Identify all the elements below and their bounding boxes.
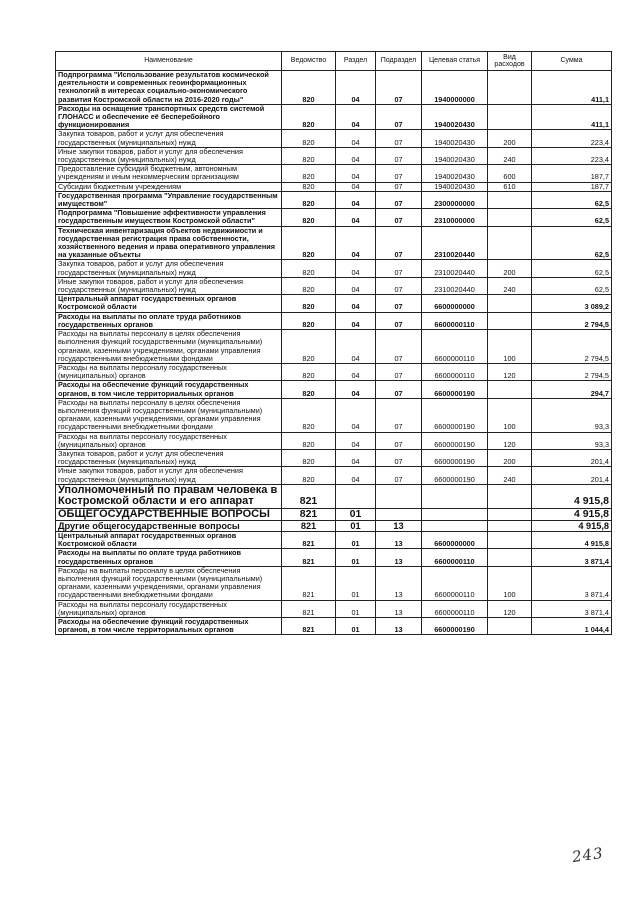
cell-sum: 4 915,8 [532,531,612,548]
cell-exptype: 240 [488,467,532,484]
cell-section: 04 [336,104,376,130]
table-row [56,277,612,294]
cell-target: 1940000000 [422,71,488,105]
cell-target: 2310020440 [422,277,488,294]
table-row [56,330,612,364]
cell-dept: 820 [282,226,336,260]
cell-exptype [488,508,532,520]
table-row [56,531,612,548]
cell-subsection: 13 [376,566,422,600]
cell-exptype [488,618,532,635]
cell-section: 04 [336,260,376,277]
cell-section: 04 [336,295,376,312]
cell-section: 01 [336,531,376,548]
cell-subsection: 13 [376,520,422,531]
cell-name: Расходы на выплаты персоналу в целях обеспечения выполнения функций государственными (муниципальными) органами, казенными учреждениями, органами управления государственными внебюджетными фондами [56,398,282,432]
cell-name: Расходы на обеспечение функций государственных органов, в том числе территориальных органов [56,381,282,398]
cell-section: 01 [336,618,376,635]
cell-exptype [488,104,532,130]
table-row [56,165,612,182]
cell-target: 6600000110 [422,549,488,566]
cell-exptype: 120 [488,432,532,449]
cell-exptype [488,191,532,208]
cell-section: 04 [336,147,376,164]
cell-section: 04 [336,312,376,329]
header-subsection: Подраздел [376,52,422,71]
cell-subsection: 07 [376,104,422,130]
cell-section: 04 [336,432,376,449]
cell-dept: 820 [282,398,336,432]
cell-exptype: 120 [488,600,532,617]
cell-target: 6600000190 [422,618,488,635]
cell-exptype [488,209,532,226]
header-name: Наименование [56,52,282,71]
cell-name: Закупка товаров, работ и услуг для обеспечения государственных (муниципальных) нужд [56,260,282,277]
table-row [56,432,612,449]
cell-exptype: 200 [488,449,532,466]
cell-target: 2310000000 [422,209,488,226]
cell-subsection: 07 [376,182,422,191]
cell-exptype: 200 [488,130,532,147]
header-section: Раздел [336,52,376,71]
cell-dept: 820 [282,130,336,147]
cell-sum: 294,7 [532,381,612,398]
cell-subsection: 07 [376,260,422,277]
cell-sum: 223,4 [532,130,612,147]
cell-subsection: 07 [376,191,422,208]
cell-subsection: 07 [376,432,422,449]
cell-subsection: 07 [376,71,422,105]
cell-target: 6600000000 [422,531,488,548]
header-exptype: Вид расходов [488,52,532,71]
cell-sum: 62,5 [532,226,612,260]
cell-dept: 820 [282,104,336,130]
cell-name: Расходы на выплаты по оплате труда работников государственных органов [56,549,282,566]
cell-dept: 820 [282,165,336,182]
cell-section [336,484,376,508]
cell-sum: 93,3 [532,432,612,449]
cell-dept: 820 [282,381,336,398]
cell-section: 04 [336,130,376,147]
cell-target: 6600000190 [422,449,488,466]
cell-target: 1940020430 [422,182,488,191]
cell-sum: 3 871,4 [532,600,612,617]
cell-section: 01 [336,549,376,566]
cell-dept: 820 [282,209,336,226]
cell-name: Расходы на выплаты персоналу в целях обеспечения выполнения функций государственными (муниципальными) органами, казенными учреждениями, органами управления государственными внебюджетными фондами [56,330,282,364]
cell-section: 01 [336,520,376,531]
cell-sum: 201,4 [532,449,612,466]
cell-section: 01 [336,508,376,520]
cell-subsection: 13 [376,549,422,566]
cell-exptype [488,226,532,260]
cell-exptype [488,381,532,398]
cell-subsection: 07 [376,330,422,364]
cell-target: 2300000000 [422,191,488,208]
cell-target: 6600000190 [422,398,488,432]
cell-name: Расходы на оснащение транспортных средств системой ГЛОНАСС и обеспечение её бесперебойного функционирования [56,104,282,130]
cell-name: Расходы на выплаты персоналу в целях обеспечения выполнения функций государственными (муниципальными) органами, казенными учреждениями, органами управления государственными внебюджетными фондами [56,566,282,600]
cell-section: 04 [336,209,376,226]
cell-exptype [488,484,532,508]
cell-target: 6600000190 [422,381,488,398]
cell-subsection: 07 [376,277,422,294]
cell-name: Расходы на обеспечение функций государственных органов, в том числе территориальных органов [56,618,282,635]
cell-exptype: 600 [488,165,532,182]
cell-name: Расходы на выплаты по оплате труда работников государственных органов [56,312,282,329]
cell-name: Расходы на выплаты персоналу государственных (муниципальных) органов [56,432,282,449]
cell-name: Другие общегосударственные вопросы [56,520,282,531]
cell-exptype [488,549,532,566]
cell-dept: 820 [282,312,336,329]
cell-exptype [488,71,532,105]
cell-dept: 821 [282,600,336,617]
header-dept: Ведомство [282,52,336,71]
cell-sum: 3 871,4 [532,549,612,566]
cell-sum: 4 915,8 [532,520,612,531]
table-row [56,71,612,105]
cell-target: 6600000110 [422,330,488,364]
cell-dept: 820 [282,277,336,294]
table-row [56,600,612,617]
cell-exptype: 100 [488,398,532,432]
cell-subsection: 07 [376,312,422,329]
cell-name: Иные закупки товаров, работ и услуг для обеспечения государственных (муниципальных) нужд [56,147,282,164]
cell-sum: 62,5 [532,191,612,208]
cell-subsection: 07 [376,226,422,260]
cell-dept: 821 [282,549,336,566]
cell-sum: 223,4 [532,147,612,164]
cell-name: Техническая инвентаризация объектов недвижимости и государственная регистрация права собственности, хозяйственного ведения и права оперативного управления на указанные объекты [56,226,282,260]
cell-exptype: 100 [488,566,532,600]
cell-target: 6600000110 [422,566,488,600]
header-sum: Сумма [532,52,612,71]
cell-name: Субсидии бюджетным учреждениям [56,182,282,191]
table-row [56,191,612,208]
cell-sum: 93,3 [532,398,612,432]
cell-exptype: 610 [488,182,532,191]
cell-dept: 820 [282,260,336,277]
cell-name: Центральный аппарат государственных органов Костромской области [56,531,282,548]
table-row [56,566,612,600]
cell-dept: 820 [282,330,336,364]
cell-subsection: 07 [376,209,422,226]
cell-section: 04 [336,277,376,294]
cell-section: 01 [336,600,376,617]
cell-dept: 820 [282,363,336,380]
cell-name: Уполномоченный по правам человека в Костромской области и его аппарат [56,484,282,508]
cell-target: 1940020430 [422,130,488,147]
cell-sum: 3 871,4 [532,566,612,600]
cell-target: 1940020430 [422,104,488,130]
cell-name: Подпрограмма "Использование результатов космической деятельности и современных геоинформационных технологий в интересах социально-экономического развития Костромской области на 2016-2020 годы" [56,71,282,105]
cell-exptype [488,312,532,329]
cell-subsection: 07 [376,165,422,182]
cell-sum: 4 915,8 [532,484,612,508]
cell-sum: 187,7 [532,165,612,182]
cell-subsection: 07 [376,130,422,147]
cell-name: Иные закупки товаров, работ и услуг для обеспечения государственных (муниципальных) нужд [56,467,282,484]
table-row [56,363,612,380]
table-row [56,182,612,191]
cell-subsection: 07 [376,398,422,432]
cell-dept: 820 [282,71,336,105]
table-header-row [56,52,612,71]
cell-sum: 411,1 [532,104,612,130]
cell-target: 6600000110 [422,363,488,380]
cell-target: 1940020430 [422,147,488,164]
cell-dept: 820 [282,191,336,208]
cell-sum: 187,7 [532,182,612,191]
cell-section: 04 [336,71,376,105]
cell-name: Расходы на выплаты персоналу государственных (муниципальных) органов [56,363,282,380]
cell-name: Иные закупки товаров, работ и услуг для обеспечения государственных (муниципальных) нужд [56,277,282,294]
cell-sum: 411,1 [532,71,612,105]
table-row [56,484,612,508]
cell-section: 04 [336,191,376,208]
header-target: Целевая статья [422,52,488,71]
cell-section: 04 [336,398,376,432]
cell-exptype [488,520,532,531]
cell-name: ОБЩЕГОСУДАРСТВЕННЫЕ ВОПРОСЫ [56,508,282,520]
table-row [56,618,612,635]
cell-dept: 820 [282,295,336,312]
cell-sum: 4 915,8 [532,508,612,520]
cell-section: 04 [336,381,376,398]
cell-subsection: 07 [376,147,422,164]
cell-sum: 2 794,5 [532,330,612,364]
budget-table [55,51,612,635]
table-row [56,130,612,147]
cell-sum: 62,5 [532,260,612,277]
cell-target: 6600000190 [422,432,488,449]
cell-subsection: 13 [376,531,422,548]
cell-section: 04 [336,226,376,260]
table-row [56,449,612,466]
table-row [56,398,612,432]
cell-name: Расходы на выплаты персоналу государственных (муниципальных) органов [56,600,282,617]
cell-dept: 821 [282,520,336,531]
cell-target: 6600000110 [422,312,488,329]
cell-dept: 820 [282,467,336,484]
table-row [56,104,612,130]
cell-dept: 821 [282,508,336,520]
cell-exptype [488,531,532,548]
cell-sum: 2 794,5 [532,312,612,329]
cell-target: 1940020430 [422,165,488,182]
cell-dept: 820 [282,432,336,449]
table-row [56,260,612,277]
cell-dept: 821 [282,618,336,635]
cell-target: 6600000190 [422,467,488,484]
cell-subsection: 13 [376,600,422,617]
cell-name: Подпрограмма "Повышение эффективности управления государственным имуществом Костромской области" [56,209,282,226]
cell-sum: 2 794,5 [532,363,612,380]
cell-exptype: 120 [488,363,532,380]
cell-sum: 3 089,2 [532,295,612,312]
cell-sum: 62,5 [532,209,612,226]
cell-section: 04 [336,467,376,484]
table-row [56,147,612,164]
table-body [56,71,612,635]
table-row [56,520,612,531]
cell-sum: 1 044,4 [532,618,612,635]
cell-exptype: 240 [488,147,532,164]
table-row [56,312,612,329]
cell-dept: 821 [282,484,336,508]
cell-section: 04 [336,363,376,380]
cell-dept: 821 [282,531,336,548]
table-row [56,467,612,484]
cell-target [422,484,488,508]
cell-name: Государственная программа "Управление государственным имуществом" [56,191,282,208]
cell-dept: 820 [282,449,336,466]
cell-target [422,520,488,531]
cell-exptype: 100 [488,330,532,364]
cell-dept: 820 [282,182,336,191]
cell-section: 04 [336,330,376,364]
table-row [56,549,612,566]
cell-subsection: 07 [376,295,422,312]
cell-section: 04 [336,449,376,466]
cell-target: 2310020440 [422,226,488,260]
table-row [56,209,612,226]
cell-sum: 201,4 [532,467,612,484]
table-row [56,295,612,312]
cell-subsection: 07 [376,467,422,484]
cell-subsection [376,508,422,520]
cell-name: Центральный аппарат государственных органов Костромской области [56,295,282,312]
cell-subsection: 07 [376,363,422,380]
cell-name: Закупка товаров, работ и услуг для обеспечения государственных (муниципальных) нужд [56,130,282,147]
cell-target [422,508,488,520]
cell-target: 2310020440 [422,260,488,277]
cell-target: 6600000110 [422,600,488,617]
cell-exptype [488,295,532,312]
cell-subsection [376,484,422,508]
cell-section: 01 [336,566,376,600]
cell-exptype: 200 [488,260,532,277]
cell-subsection: 07 [376,381,422,398]
table-row [56,226,612,260]
table-row [56,381,612,398]
cell-dept: 821 [282,566,336,600]
cell-name: Предоставление субсидий бюджетным, автономным учреждениям и иным некоммерческим организациям [56,165,282,182]
cell-exptype: 240 [488,277,532,294]
cell-dept: 820 [282,147,336,164]
cell-target: 6600000000 [422,295,488,312]
cell-sum: 62,5 [532,277,612,294]
page-number: 243 [570,843,605,867]
cell-subsection: 13 [376,618,422,635]
cell-name: Закупка товаров, работ и услуг для обеспечения государственных (муниципальных) нужд [56,449,282,466]
cell-subsection: 07 [376,449,422,466]
table-row [56,508,612,520]
cell-section: 04 [336,165,376,182]
cell-section: 04 [336,182,376,191]
